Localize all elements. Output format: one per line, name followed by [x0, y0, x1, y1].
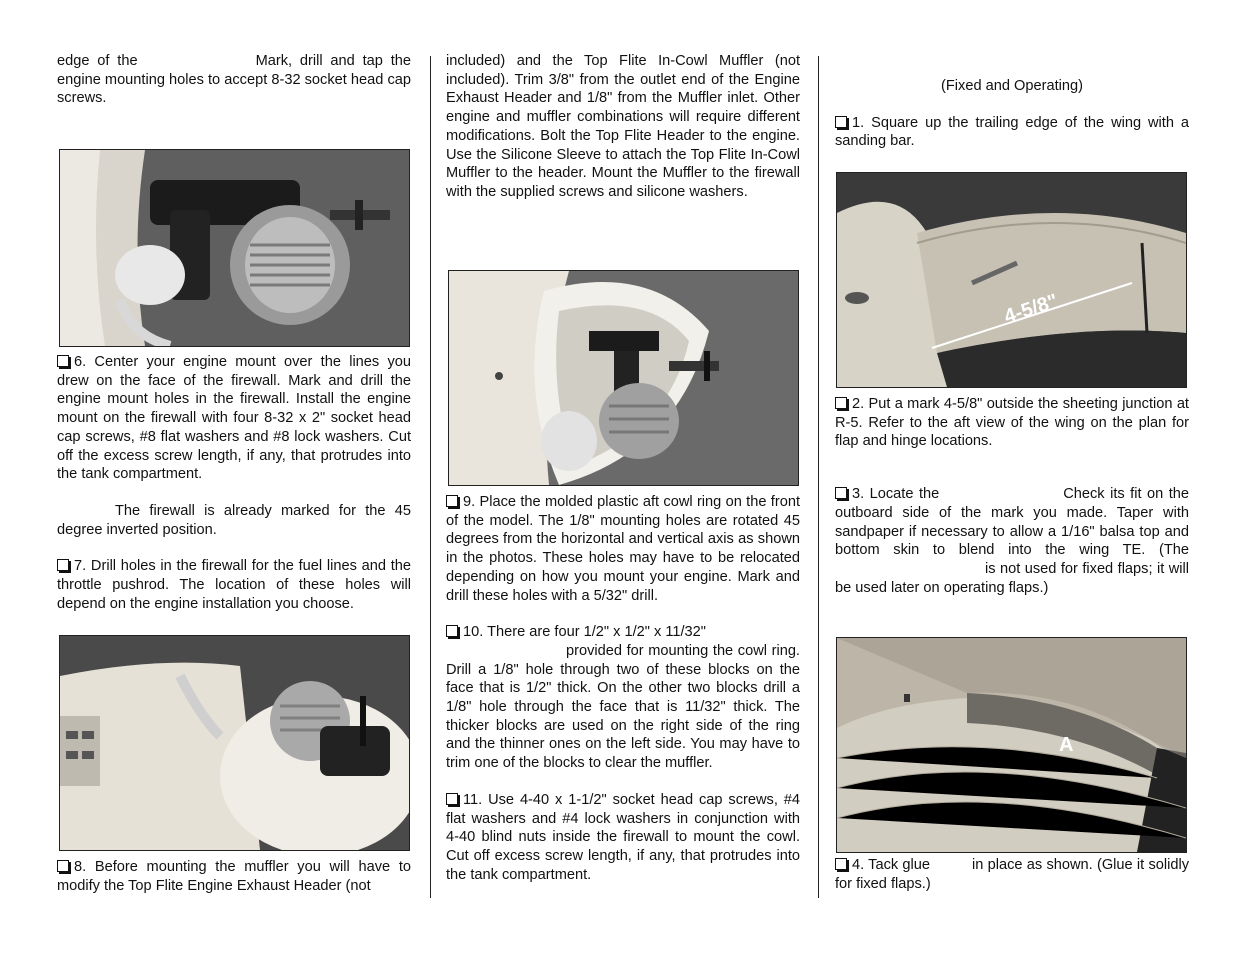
checkbox-icon[interactable]: [57, 559, 69, 571]
photo-engine-installed: [59, 635, 410, 851]
step-11: 11. Use 4-40 x 1-1/2" socket head cap screws, #4 flat washers and #4 lock washers in conjunction with 4-40 blind nuts inside the firewall to mount the cowl. Cut off excess screw length, if any, that protrudes into the tank compartment.: [446, 791, 800, 883]
note-firewall: The firewall is already marked for the 45 degree inverted position.: [57, 502, 411, 538]
column-rule-right: [818, 56, 819, 898]
step-10: 10. There are four 1/2" x 1/2" x 11/32" provided for mounting the cowl ring. Drill a 1/8" hole through two of these blocks on the face that is 1/2" thick. On the other two blocks drill a 1/8" hole through the face that is 11/32" thick. The thicker blocks are used on the right side of the ring and the thinner ones on the left side. You may have to trim one of the blocks to clear the muffler.: [446, 624, 800, 772]
photo-engine-mount: [59, 149, 410, 347]
column-2-block-2: [446, 493, 800, 884]
step-4: 4. Tack glue in place as shown. (Glue it solidly for fixed flaps.): [835, 857, 1190, 892]
paragraph-muffler: included) and the Top Flite In-Cowl Muffler (not included). Trim 3/8" from the outlet end of the Engine Exhaust Header and 1/8" from the Muffler inlet. Other engine and muffler combinations will require different modifications. Bolt the Top Flite Header to the engine. Use the Silicone Sleeve to attach the Top Flite In-Cowl Muffler to the header. Mount the Muffler to the firewall with the supplied screws and silicone washers.: [446, 53, 800, 200]
step-8: 8. Before mounting the muffler you will have to modify the Top Flite Engine Exhaust Header (not: [57, 859, 411, 894]
column-3-block-2: [835, 395, 1189, 597]
checkbox-icon[interactable]: [835, 858, 847, 870]
step-1: 1. Square up the trailing edge of the wing with a sanding bar.: [835, 114, 1189, 150]
column-1: [57, 52, 411, 108]
engine-mount-image: [60, 150, 409, 346]
column-1-block-2: [57, 353, 411, 613]
section-heading: (Fixed and Operating): [941, 78, 1083, 94]
checkbox-icon[interactable]: [835, 397, 847, 409]
step-9: 9. Place the molded plastic aft cowl ring on the front of the model. The 1/8" mounting holes are rotated 45 degrees from the horizontal and vertical axis as shown in the photos. These holes may have to be relocated depending on how you mount your engine. Mark and drill these holes with a 5/32" drill.: [446, 494, 800, 604]
checkbox-icon[interactable]: [446, 793, 458, 805]
step-6: 6. Center your engine mount over the lines you drew on the face of the firewall. Mark and drill the engine mount holes in the firewall. Install the engine mount on the firewall with four 8-32 x 2" socket head cap screws, #8 flat washers and #8 lock washers. Cut off the excess screw length, if any, that protrudes into the tank compartment.: [57, 354, 411, 483]
photo-label-measurement: 4-5/8": [1001, 290, 1061, 329]
checkbox-icon[interactable]: [835, 487, 847, 499]
step-7: 7. Drill holes in the firewall for the fuel lines and the throttle pushrod. The location of these holes will depend on the engine installation you choose.: [57, 558, 411, 612]
photo-wing-block-a: [836, 637, 1187, 853]
wing-block-a-image: [837, 638, 1186, 852]
column-3: [835, 77, 1189, 151]
column-2: [446, 52, 800, 202]
cowl-ring-image: [449, 271, 798, 485]
photo-cowl-ring: [448, 270, 799, 486]
paragraph-intro: edge of the Mark, drill and tap the engine mounting holes to accept 8-32 socket head cap screws.: [57, 53, 411, 107]
step-2: 2. Put a mark 4-5/8" outside the sheeting junction at R-5. Refer to the aft view of the wing on the plan for flap and hinge locations.: [835, 396, 1189, 450]
column-rule-left: [430, 56, 431, 898]
photo-label-part: A: [1059, 734, 1074, 756]
checkbox-icon[interactable]: [835, 116, 847, 128]
photo-wing-mark: [836, 172, 1187, 388]
wing-mark-image: [837, 173, 1186, 387]
checkbox-icon[interactable]: [57, 860, 69, 872]
checkbox-icon[interactable]: [446, 625, 458, 637]
column-1-block-3: [57, 858, 411, 895]
engine-installed-image: [60, 636, 409, 850]
checkbox-icon[interactable]: [57, 355, 69, 367]
step-3: 3. Locate the Check its fit on the outboard side of the mark you made. Taper with sandpaper if necessary to allow a 1/16" balsa top and bottom skin to blend into the wing TE. (Theis not used for fixed flaps; it will be used later on operating flaps.): [835, 486, 1189, 596]
checkbox-icon[interactable]: [446, 495, 458, 507]
column-3-block-3: [835, 856, 1189, 893]
